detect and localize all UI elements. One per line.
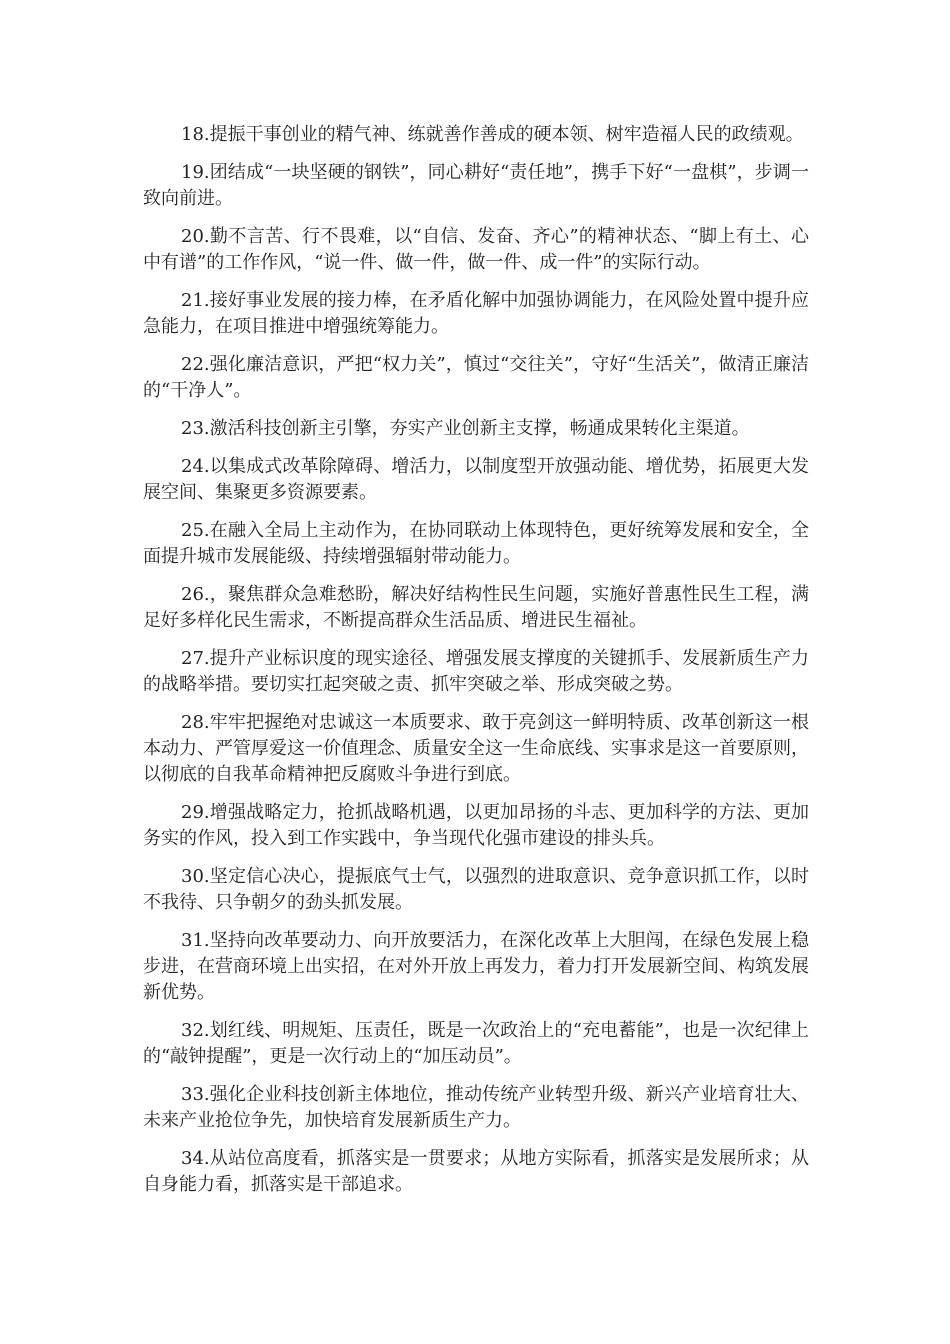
paragraph-20: 20.勤不言苦、行不畏难，以“自信、发奋、齐心”的精神状态、“脚上有土、心中有谱”的工作作风，“说一件、做一件，做一件、成一件”的实际行动。 xyxy=(143,226,809,273)
paragraph-30: 30.坚定信心决心，提振底气士气，以强烈的进取意识、竞争意识抓工作，以时不我待、只争朝夕的劲头抓发展。 xyxy=(143,866,809,913)
paragraph-26: 26.，聚焦群众急难愁盼，解决好结构性民生问题，实施好普惠性民生工程，满足好多样化民生需求，不断提高群众生活品质、增进民生福祉。 xyxy=(143,584,809,631)
paragraph-23: 23.激活科技创新主引擎，夯实产业创新主支撑，畅通成果转化主渠道。 xyxy=(181,418,750,439)
paragraph-33: 33.强化企业科技创新主体地位，推动传统产业转型升级、新兴产业培育壮大、未来产业抢位争先，加快培育发展新质生产力。 xyxy=(143,1084,809,1131)
paragraph-28: 28.牢牢把握绝对忠诚这一本质要求、敢于亮剑这一鲜明特质、改革创新这一根本动力、严管厚爱这一价值理念、质量安全这一生命底线、实事求是这一首要原则，以彻底的自我革命精神把反腐败斗争进行到底。 xyxy=(143,712,809,785)
paragraph-25: 25.在融入全局上主动作为，在协同联动上体现特色，更好统筹发展和安全，全面提升城市发展能级、持续增强辐射带动能力。 xyxy=(143,520,809,567)
document-body xyxy=(143,122,809,1210)
paragraph-18: 18.提振干事创业的精气神、练就善作善成的硬本领、树牢造福人民的政绩观。 xyxy=(181,124,804,145)
paragraph-19: 19.团结成“一块坚硬的钢铁”，同心耕好“责任地”，携手下好“一盘棋”，步调一致向前进。 xyxy=(143,162,809,209)
paragraph-34: 34.从站位高度看，抓落实是一贯要求；从地方实际看，抓落实是发展所求；从自身能力看，抓落实是干部追求。 xyxy=(143,1148,809,1195)
paragraph-29: 29.增强战略定力，抢抓战略机遇，以更加昂扬的斗志、更加科学的方法、更加务实的作风，投入到工作实践中，争当现代化强市建设的排头兵。 xyxy=(143,802,809,849)
paragraph-21: 21.接好事业发展的接力棒，在矛盾化解中加强协调能力，在风险处置中提升应急能力，在项目推进中增强统筹能力。 xyxy=(143,290,809,337)
paragraph-32: 32.划红线、明规矩、压责任，既是一次政治上的“充电蓄能”，也是一次纪律上的“敲钟提醒”，更是一次行动上的“加压动员”。 xyxy=(143,1020,809,1067)
paragraph-22: 22.强化廉洁意识，严把“权力关”，慎过“交往关”，守好“生活关”，做清正廉洁的“干净人”。 xyxy=(143,354,809,401)
paragraph-31: 31.坚持向改革要动力、向开放要活力，在深化改革上大胆闯，在绿色发展上稳步进，在营商环境上出实招，在对外开放上再发力，着力打开发展新空间、构筑发展新优势。 xyxy=(143,930,809,1003)
paragraph-27: 27.提升产业标识度的现实途径、增强发展支撑度的关键抓手、发展新质生产力的战略举措。要切实扛起突破之责、抓牢突破之举、形成突破之势。 xyxy=(143,648,809,695)
paragraph-24: 24.以集成式改革除障碍、增活力，以制度型开放强动能、增优势，拓展更大发展空间、集聚更多资源要素。 xyxy=(143,456,809,503)
